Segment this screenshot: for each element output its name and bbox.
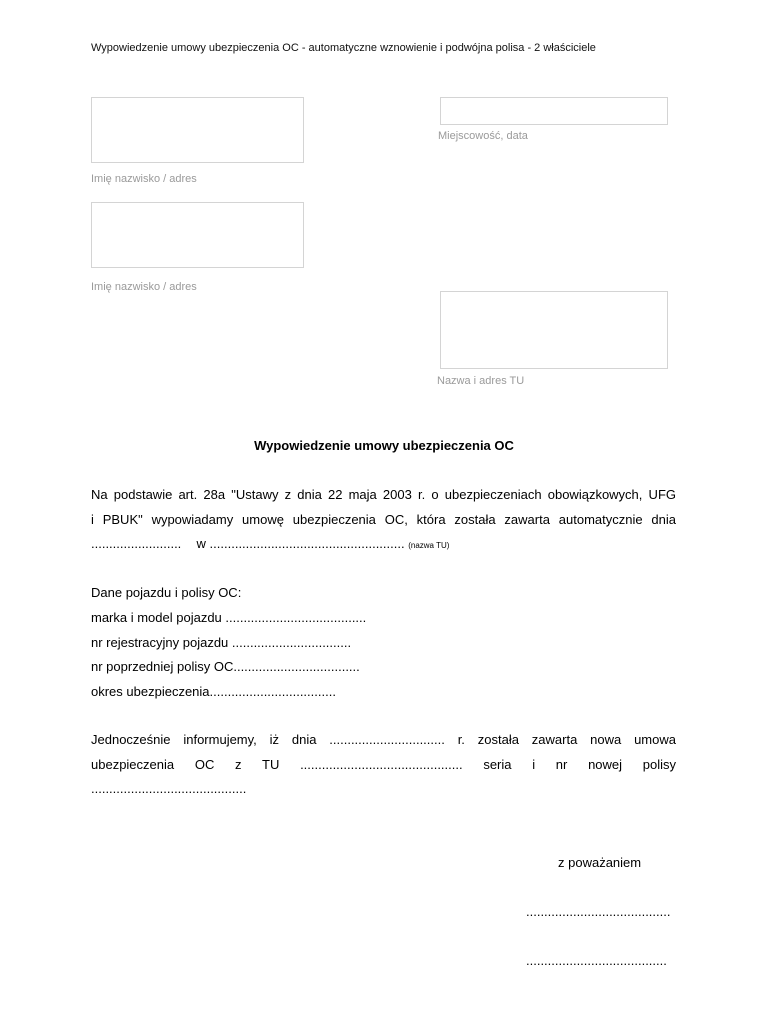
- para2-line2: ubezpieczenia OC z TU ............................................. seria i nr nowej polisy ...........................................: [91, 757, 676, 796]
- insurer-dots: w ......................................................: [196, 536, 405, 551]
- vehicle-make-model: marka i model pojazdu .......................................: [91, 610, 367, 625]
- closing-text: z poważaniem: [558, 855, 642, 870]
- place-date-label: Miejscowość, data: [438, 130, 528, 142]
- insurance-period: okres ubezpieczenia...................................: [91, 684, 336, 699]
- insurer-box[interactable]: [440, 291, 668, 369]
- owner1-label: Imię nazwisko / adres: [91, 173, 197, 185]
- vehicle-registration: nr rejestracyjny pojazdu .................................: [91, 635, 352, 650]
- date-dots: .........................: [91, 536, 182, 551]
- letter-title: Wypowiedzenie umowy ubezpieczenia OC: [254, 438, 514, 453]
- para1-line3: [91, 536, 449, 551]
- document-header: Wypowiedzenie umowy ubezpieczenia OC - automatyczne wznowienie i podwójna polisa - 2 właściciele: [91, 42, 596, 54]
- owner2-label: Imię nazwisko / adres: [91, 281, 197, 293]
- vehicle-heading: Dane pojazdu i polisy OC:: [91, 585, 242, 600]
- signature-line-2: .......................................: [526, 953, 667, 968]
- owner1-box[interactable]: [91, 97, 304, 163]
- para1-line2: i PBUK" wypowiadamy umowę ubezpieczenia OC, która została zawarta automatycznie dnia: [91, 512, 676, 527]
- previous-policy-number: nr poprzedniej polisy OC...................................: [91, 659, 360, 674]
- insurer-label: Nazwa i adres TU: [437, 375, 525, 387]
- owner2-box[interactable]: [91, 202, 304, 268]
- place-date-box[interactable]: [440, 97, 668, 125]
- insurer-note: (nazwa TU): [408, 541, 450, 550]
- para2-line1: Jednocześnie informujemy, iż dnia ................................ r. została zawarta nowa umowa: [91, 732, 676, 747]
- signature-line-1: ........................................: [526, 904, 671, 919]
- para1-line1: Na podstawie art. 28a "Ustawy z dnia 22 maja 2003 r. o ubezpieczeniach obowiązkowych, UFG: [91, 487, 676, 502]
